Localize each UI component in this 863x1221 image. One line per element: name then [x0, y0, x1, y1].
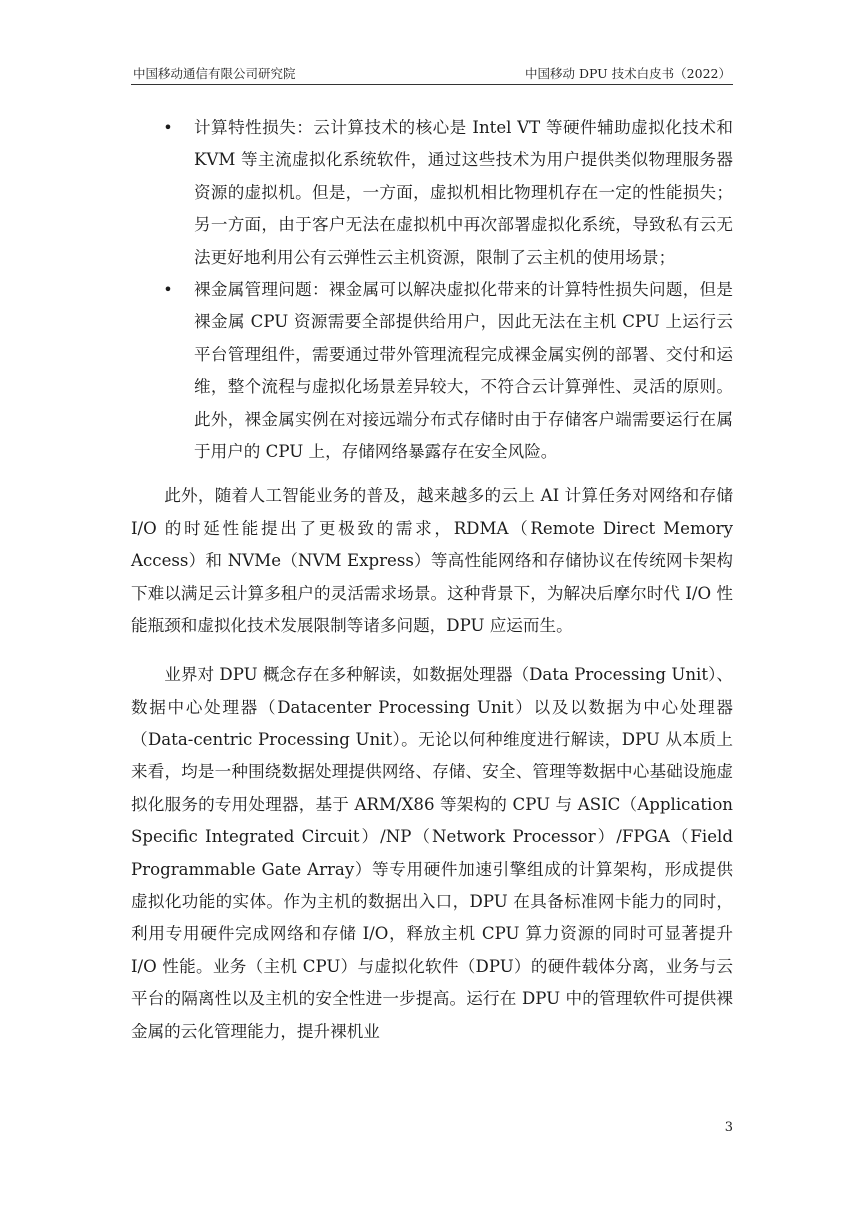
page-number: 3 — [724, 1120, 733, 1135]
bullet-icon: • — [163, 118, 173, 137]
page-body — [131, 112, 733, 1065]
page-header — [131, 62, 733, 85]
paragraph-dpu-definition: 业界对 DPU 概念存在多种解读，如数据处理器（Data Processing Unit）、数据中心处理器（Datacenter Processing Unit）以及以数据为中心处理器（Data-centric Processing Unit）。无论以何种维度进行解读，DPU 从本质上来看，均是一种围绕数据处理提供网络、存储、安全、管理等数据中心基础设施虚拟化服务的专用处理器，基于 ARM/X86 等架构的 CPU 与 ASIC（Application Specific Integrated Circuit）/NP（Network Processor）/FPGA（Field Programmable Gate Array）等专用硬件加速引擎组成的计算架构，形成提供虚拟化功能的实体。作为主机的数据出入口，DPU 在具备标准网卡能力的同时，利用专用硬件完成网络和存储 I/O，释放主机 CPU 算力资源的同时可显著提升 I/O 性能。业务（主机 CPU）与虚拟化软件（DPU）的硬件载体分离，业务与云平台的隔离性以及主机的安全性进一步提高。运行在 DPU 中的管理软件可提供裸金属的云化管理能力，提升裸机业 — [131, 665, 733, 1041]
paragraph-ai-io: 此外，随着人工智能业务的普及，越来越多的云上 AI 计算任务对网络和存储 I/O 的时延性能提出了更极致的需求，RDMA（Remote Direct Memory Access）和 NVMe（NVM Express）等高性能网络和存储协议在传统网卡架构下难以满足云计算多租户的灵活需求场景。这种背景下，为解决后摩尔时代 I/O 性能瓶颈和虚拟化技术发展限制等诸多问题，DPU 应运而生。 — [131, 486, 733, 636]
bullet-icon: • — [163, 280, 173, 300]
header-organization: 中国移动通信有限公司研究院 — [133, 66, 296, 81]
bullet-item-compute-loss — [131, 112, 733, 274]
bullet-item-bare-metal — [131, 274, 733, 468]
bullet-text: 裸金属管理问题：裸金属可以解决虚拟化带来的计算特性损失问题，但是裸金属 CPU 资源需要全部提供给用户，因此无法在主机 CPU 上运行云平台管理组件，需要通过带外管理流程完成裸金属实例的部署、交付和运维，整个流程与虚拟化场景差异较大，不符合云计算弹性、灵活的原则。此外，裸金属实例在对接远端分布式存储时由于存储客户端需要运行在属于用户的 CPU 上，存储网络暴露存在安全风险。 — [194, 280, 733, 462]
header-document-title: 中国移动 DPU 技术白皮书（2022） — [524, 66, 731, 81]
bullet-text: 计算特性损失：云计算技术的核心是 Intel VT 等硬件辅助虚拟化技术和 KVM 等主流虚拟化系统软件，通过这些技术为用户提供类似物理服务器资源的虚拟机。但是，一方面，虚拟机相比物理机存在一定的性能损失；另一方面，由于客户无法在虚拟机中再次部署虚拟化系统，导致私有云无法更好地利用公有云弹性云主机资源，限制了云主机的使用场景； — [194, 118, 733, 267]
